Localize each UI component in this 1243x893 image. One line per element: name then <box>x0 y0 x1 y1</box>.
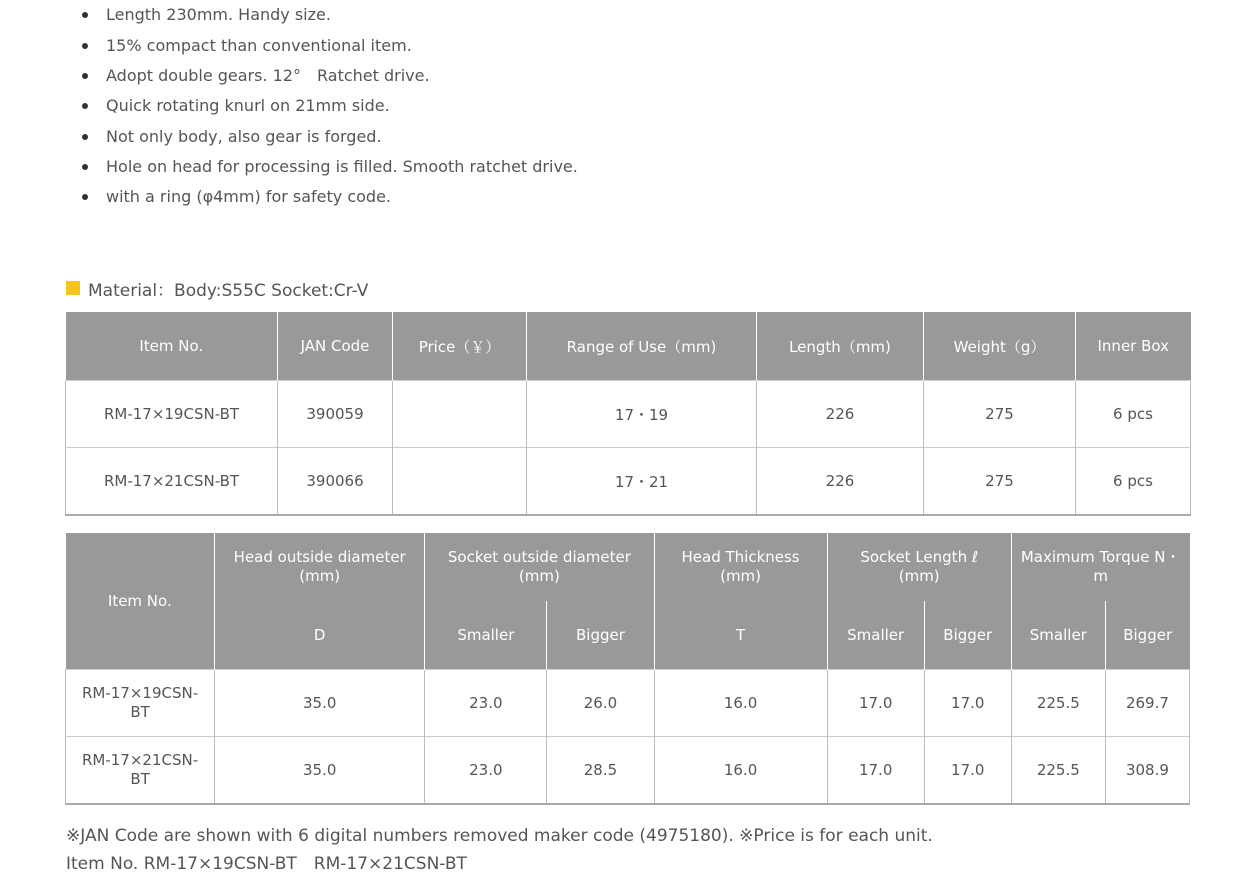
bullet-icon <box>82 43 88 49</box>
feature-item <box>106 4 331 26</box>
col-header-price: Price（￥） <box>393 312 527 381</box>
cell-head-od: 35.0 <box>215 670 425 737</box>
cell-weight: 275 <box>924 381 1076 448</box>
table-row <box>66 381 1191 448</box>
subheader-d: D <box>215 601 425 670</box>
dimension-table <box>65 533 1190 805</box>
material-heading <box>66 277 368 299</box>
cell-inner-box: 6 pcs <box>1076 448 1191 516</box>
cell-weight: 275 <box>924 448 1076 516</box>
material-text: Material：Body:S55C Socket:Cr-V <box>88 280 369 301</box>
cell-torque-bigger: 308.9 <box>1105 737 1189 805</box>
yellow-square-icon <box>66 281 80 295</box>
cell-head-thickness: 16.0 <box>654 670 827 737</box>
spec-table-header-row <box>66 312 1191 381</box>
col-header-weight: Weight（g） <box>924 312 1076 381</box>
cell-socket-length-bigger: 17.0 <box>924 737 1011 805</box>
cell-inner-box: 6 pcs <box>1076 381 1191 448</box>
cell-head-od: 35.0 <box>215 737 425 805</box>
cell-socket-od-smaller: 23.0 <box>425 670 547 737</box>
cell-price <box>393 381 527 448</box>
cell-torque-smaller: 225.5 <box>1011 737 1105 805</box>
cell-socket-length-smaller: 17.0 <box>827 670 924 737</box>
bullet-icon <box>82 194 88 200</box>
feature-item <box>106 35 412 57</box>
col-header-length: Length（mm) <box>757 312 924 381</box>
col-header-socket-length: Socket Length ℓ (mm) <box>827 533 1011 601</box>
cell-item-no: RM-17×19CSN-BT <box>66 381 278 448</box>
table-row <box>66 670 1190 737</box>
col-header-range-of-use: Range of Use（mm) <box>527 312 757 381</box>
feature-item <box>106 126 382 148</box>
col-header-head-thickness: Head Thickness (mm) <box>654 533 827 601</box>
dimension-table-subheader-row <box>66 601 1190 670</box>
subheader-t: T <box>654 601 827 670</box>
cell-range-of-use: 17・21 <box>527 448 757 516</box>
subheader-torque-bigger: Bigger <box>1105 601 1189 670</box>
cell-range-of-use: 17・19 <box>527 381 757 448</box>
footnote-jan-price: ※JAN Code are shown with 6 digital numbers removed maker code (4975180). ※Price is for each unit. <box>66 826 933 846</box>
col-header-item-no: Item No. <box>66 533 215 670</box>
dimension-table-group-row <box>66 533 1190 601</box>
bullet-icon <box>82 12 88 18</box>
col-header-item-no: Item No. <box>66 312 278 381</box>
feature-item <box>106 186 391 208</box>
bullet-icon <box>82 134 88 140</box>
cell-socket-od-bigger: 26.0 <box>547 670 654 737</box>
cell-socket-od-bigger: 28.5 <box>547 737 654 805</box>
table-row <box>66 448 1191 516</box>
cell-price <box>393 448 527 516</box>
cell-item-no: RM-17×21CSN-BT <box>66 448 278 516</box>
subheader-socket-length-bigger: Bigger <box>924 601 1011 670</box>
subheader-socket-length-smaller: Smaller <box>827 601 924 670</box>
col-header-inner-box: Inner Box <box>1076 312 1191 381</box>
cell-item-no: RM-17×19CSN- BT <box>66 670 215 737</box>
cell-head-thickness: 16.0 <box>654 737 827 805</box>
col-header-socket-outside-diameter: Socket outside diameter (mm) <box>425 533 654 601</box>
feature-text: Length 230mm. Handy size. <box>106 5 331 24</box>
cell-jan-code: 390059 <box>278 381 393 448</box>
feature-text: Quick rotating knurl on 21mm side. <box>106 96 390 115</box>
feature-text: 15% compact than conventional item. <box>106 36 412 55</box>
col-header-maximum-torque: Maximum Torque N・ m <box>1011 533 1189 601</box>
spec-table <box>65 312 1191 516</box>
footnotes <box>66 822 933 878</box>
bullet-icon <box>82 103 88 109</box>
bullet-icon <box>82 164 88 170</box>
feature-text: Hole on head for processing is filled. Smooth ratchet drive. <box>106 157 578 176</box>
table-row <box>66 737 1190 805</box>
subheader-torque-smaller: Smaller <box>1011 601 1105 670</box>
subheader-socket-od-bigger: Bigger <box>547 601 654 670</box>
cell-socket-length-bigger: 17.0 <box>924 670 1011 737</box>
cell-item-no: RM-17×21CSN- BT <box>66 737 215 805</box>
feature-item <box>106 156 578 178</box>
feature-item <box>106 95 390 117</box>
bullet-icon <box>82 73 88 79</box>
subheader-socket-od-smaller: Smaller <box>425 601 547 670</box>
feature-text: Adopt double gears. 12° Ratchet drive. <box>106 66 430 85</box>
feature-text: with a ring (φ4mm) for safety code. <box>106 187 392 206</box>
cell-length: 226 <box>757 448 924 516</box>
cell-length: 226 <box>757 381 924 448</box>
col-header-head-outside-diameter: Head outside diameter (mm) <box>215 533 425 601</box>
feature-item <box>106 65 430 87</box>
cell-socket-od-smaller: 23.0 <box>425 737 547 805</box>
feature-text: Not only body, also gear is forged. <box>106 127 382 146</box>
col-header-jan-code: JAN Code <box>278 312 393 381</box>
cell-socket-length-smaller: 17.0 <box>827 737 924 805</box>
footnote-item-numbers: Item No. RM-17×19CSN-BT RM-17×21CSN-BT <box>66 854 467 874</box>
cell-torque-smaller: 225.5 <box>1011 670 1105 737</box>
cell-torque-bigger: 269.7 <box>1105 670 1189 737</box>
cell-jan-code: 390066 <box>278 448 393 516</box>
